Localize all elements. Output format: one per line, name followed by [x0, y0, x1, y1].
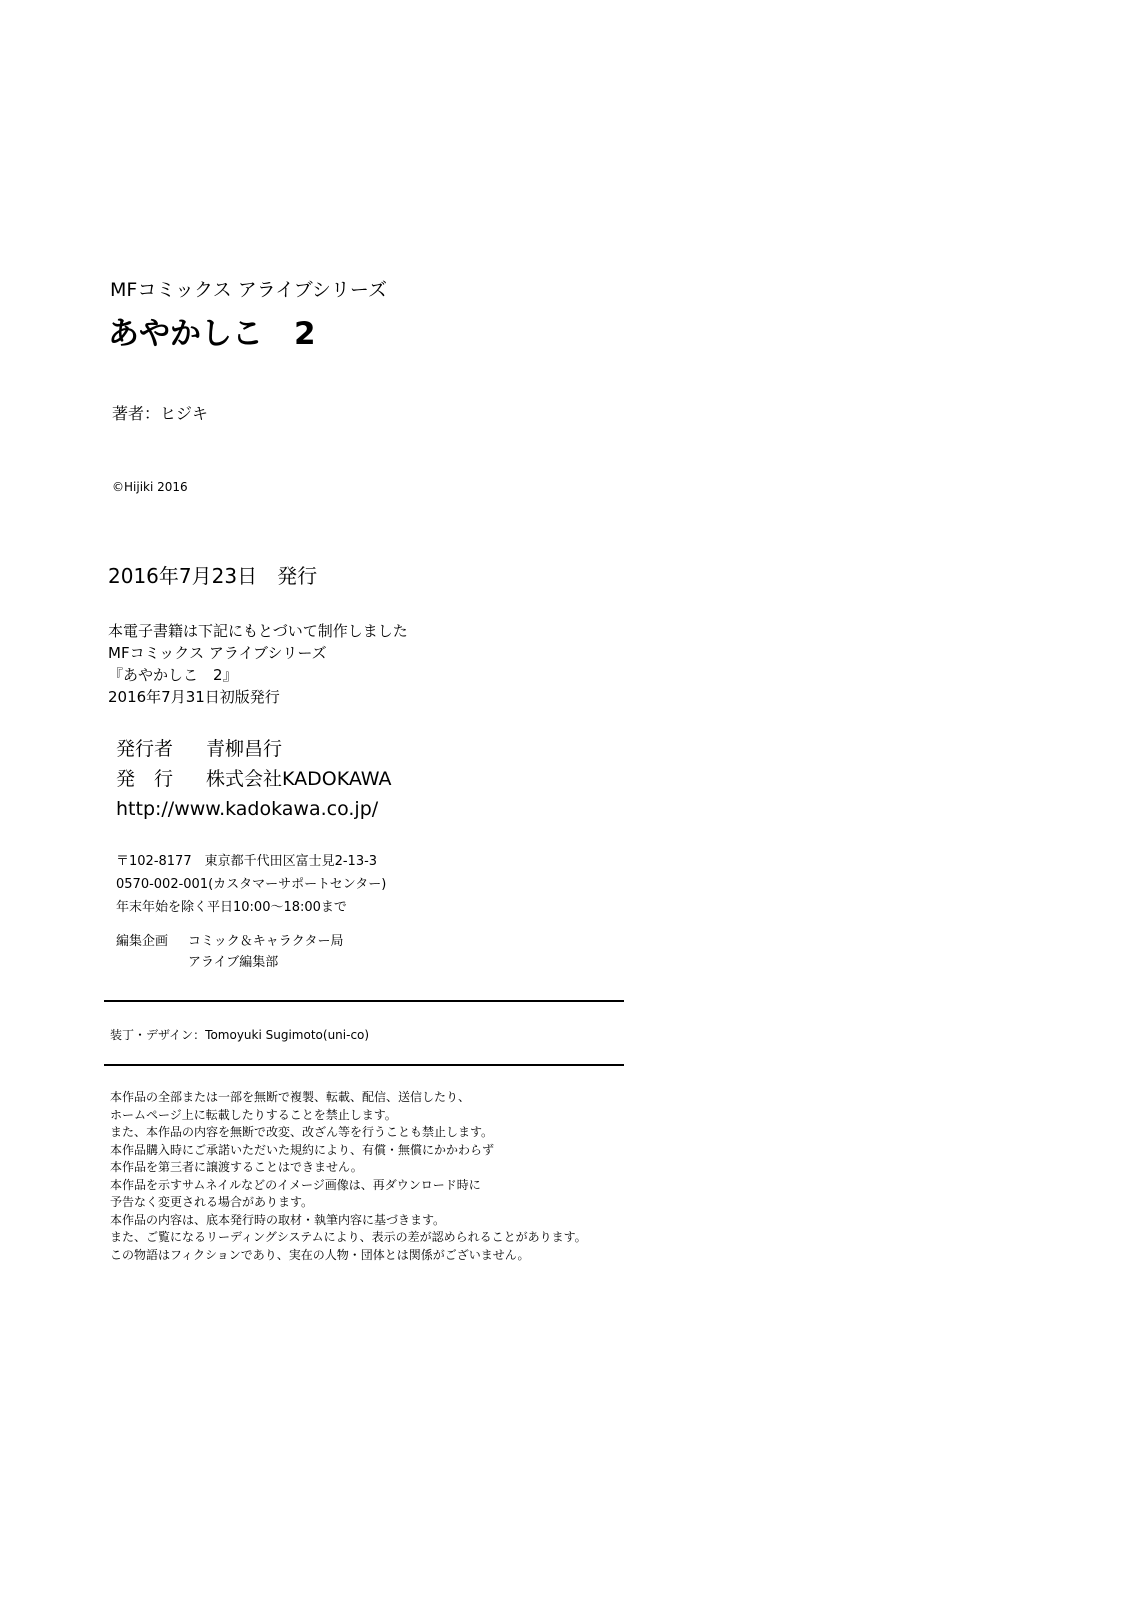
- copyright-notice: ©Hijiki 2016: [112, 480, 188, 494]
- author-line: 著者：ヒジキ: [112, 404, 209, 423]
- editorial-section: アライブ編集部: [188, 955, 279, 970]
- notice-line: この物語はフィクションであり、実在の人物・団体とは関係がございません。: [110, 1247, 530, 1262]
- divider-bottom: [104, 1064, 624, 1066]
- publication-date: 2016年7月23日 発行: [108, 564, 318, 588]
- print-basis-line: MFコミックス アライブシリーズ: [108, 644, 327, 662]
- address-line: 年末年始を除く平日10:00～18:00まで: [116, 900, 347, 915]
- notice-line: 予告なく変更される場合があります。: [110, 1195, 314, 1209]
- editorial-spacer: [116, 952, 188, 973]
- editorial-label: 編集企画: [116, 934, 169, 949]
- notice-line: 本作品を第三者に譲渡することはできません。: [110, 1160, 363, 1174]
- issuer-row: [116, 734, 392, 764]
- publisher-name: 株式会社KADOKAWA: [206, 768, 392, 790]
- series-label: MFコミックス アライブシリーズ: [110, 279, 387, 301]
- notice-line: また、本作品の内容を無断で改変、改ざん等を行うことも禁止します。: [110, 1125, 494, 1139]
- legal-notices: [110, 1089, 587, 1264]
- editorial-department: コミック＆キャラクター局: [188, 934, 344, 949]
- notice-line: 本作品購入時にご承諾いただいた規約により、有償・無償にかかわらず: [110, 1142, 495, 1157]
- book-title: あやかしこ 2: [108, 316, 316, 352]
- publisher-block: [116, 734, 392, 824]
- editorial-row: [116, 931, 343, 952]
- editorial-row: [116, 952, 343, 973]
- address-line: 0570-002-001(カスタマーサポートセンター): [116, 877, 387, 892]
- address-line: 〒102-8177 東京都千代田区富士見2-13-3: [116, 854, 378, 869]
- print-basis-line: 2016年7月31日初版発行: [108, 688, 280, 706]
- notice-line: 本作品の内容は、底本発行時の取材・執筆内容に基づきます。: [110, 1212, 446, 1227]
- editorial-block: [116, 931, 343, 973]
- print-basis-line: 『あやかしこ 2』: [108, 666, 238, 684]
- notice-line: ホームページ上に転載したりすることを禁止します。: [110, 1107, 397, 1122]
- divider-top: [104, 1000, 624, 1002]
- issuer-name: 青柳昌行: [206, 738, 283, 760]
- print-basis-line: 本電子書籍は下記にもとづいて制作しました: [108, 622, 408, 640]
- notice-line: 本作品を示すサムネイルなどのイメージ画像は、再ダウンロード時に: [110, 1177, 481, 1192]
- design-credit: 装丁・デザイン：Tomoyuki Sugimoto(uni-co): [110, 1028, 370, 1042]
- publisher-row: [116, 764, 392, 794]
- notice-line: 本作品の全部または一部を無断で複製、転載、配信、送信したり、: [110, 1090, 471, 1104]
- publisher-url: http://www.kadokawa.co.jp/: [116, 798, 379, 820]
- print-basis: [108, 620, 408, 708]
- address-block: [116, 850, 386, 919]
- notice-line: また、ご覧になるリーディングシステムにより、表示の差が認められることがあります。: [110, 1230, 587, 1244]
- publisher-label: 発 行: [116, 768, 174, 790]
- issuer-label: 発行者: [116, 738, 174, 760]
